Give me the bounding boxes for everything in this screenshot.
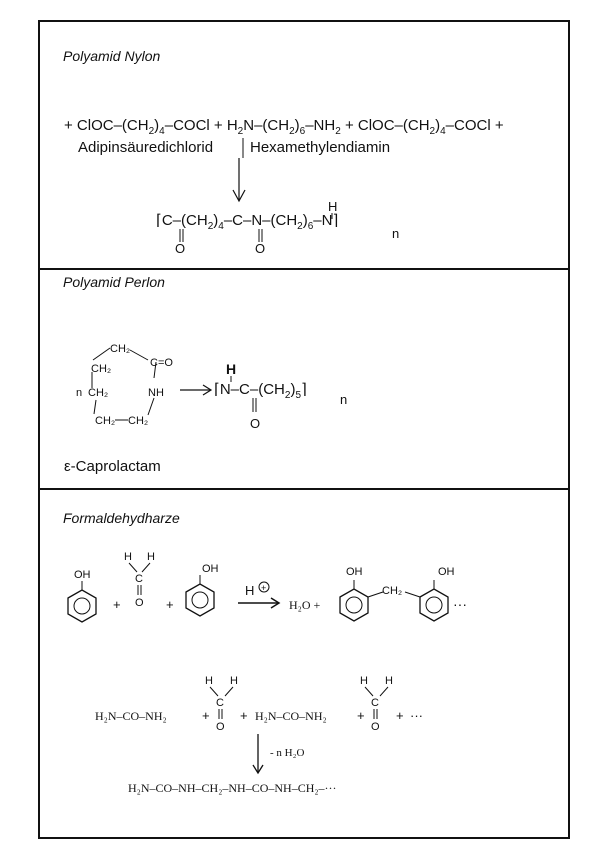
o-label: O: [135, 597, 144, 609]
svg-text:C: C: [135, 573, 143, 585]
bridge-ch2: CH₂: [382, 585, 403, 597]
urea-molecule: H₂N–CO–NH₂: [255, 709, 327, 723]
ring-nh: NH: [148, 387, 164, 399]
amide-h-label: H: [328, 199, 338, 214]
nylon-product-formula: $⌈C-(CH_2)_4-C-N-(CH_2)_6-N⌉$: [156, 212, 339, 232]
perlon-reaction: [64, 343, 347, 475]
plus-sign: +: [166, 597, 174, 612]
ellipsis: ···: [453, 596, 467, 612]
oh-label: OH: [346, 566, 363, 578]
reactant-label-hexamethylene: Hexamethylendiamin: [250, 139, 391, 156]
svg-text:C: C: [371, 697, 379, 709]
o-label: O: [216, 721, 225, 733]
oh-label: OH: [74, 569, 91, 581]
ring-ch2: CH₂: [88, 387, 109, 399]
caprolactam-caption: ε-Caprolactam: [64, 458, 161, 475]
h-label: H: [205, 675, 213, 687]
ellipsis: ···: [410, 708, 423, 723]
plus-sign: +: [357, 708, 365, 723]
ring-ch2: CH₂: [110, 343, 131, 355]
section-title-nylon: Polyamid Nylon: [63, 48, 161, 64]
urea-formaldehyde-reaction: [95, 675, 423, 795]
o-label: O: [371, 721, 380, 733]
plus-sign: +: [240, 708, 248, 723]
h-label: H: [124, 551, 132, 563]
urea-product-formula: H₂N–CO–NH–CH₂–NH–CO–NH–CH₂–···: [128, 781, 337, 795]
nylon-reactant-equation: + ClOC–$(CH_2)_4$–COCl + $H_2N-(CH_2)_6-NH_2$ + ClOC–$(CH_2)_4$–COCl +: [64, 117, 504, 137]
h-label: H: [385, 675, 393, 687]
repeat-n: n: [340, 392, 348, 407]
svg-text:+: +: [261, 583, 267, 593]
amide-h-label: H: [226, 361, 237, 377]
perlon-product-formula: $⌈N-C-(CH_2)_5⌉$: [214, 381, 307, 401]
ring-ch2: CH₂: [128, 415, 149, 427]
ring-ch2: CH₂: [95, 415, 116, 427]
h-label: H: [230, 675, 238, 687]
catalyst-h: H: [245, 583, 255, 598]
h-label: H: [360, 675, 368, 687]
oh-label: OH: [438, 566, 455, 578]
water-label: H₂O +: [289, 598, 321, 612]
section-title-perlon: Polyamid Perlon: [63, 274, 165, 290]
svg-text:C: C: [216, 697, 224, 709]
section-title-formaldehyde: Formaldehydharze: [63, 510, 180, 526]
carbonyl-o-label: O: [250, 416, 261, 431]
carbonyl-o-label: O: [175, 241, 186, 256]
ring-n: n: [76, 387, 83, 399]
phenol-formaldehyde-reaction: [68, 551, 467, 622]
plus-sign: +: [396, 708, 404, 723]
repeat-n: n: [392, 226, 400, 241]
svg-text:C=O: C=O: [150, 357, 173, 369]
carbonyl-o-label: O: [255, 241, 266, 256]
water-elimination-label: - n H₂O: [270, 747, 305, 759]
oh-label: OH: [202, 563, 219, 575]
ring-ch2: CH₂: [91, 363, 112, 375]
nylon-reaction-equation: [64, 117, 504, 256]
reactant-label-adipic: Adipinsäuredichlorid: [78, 139, 214, 156]
urea-molecule: H₂N–CO–NH₂: [95, 709, 167, 723]
plus-sign: +: [202, 708, 210, 723]
h-label: H: [147, 551, 155, 563]
plus-sign: +: [113, 597, 121, 612]
